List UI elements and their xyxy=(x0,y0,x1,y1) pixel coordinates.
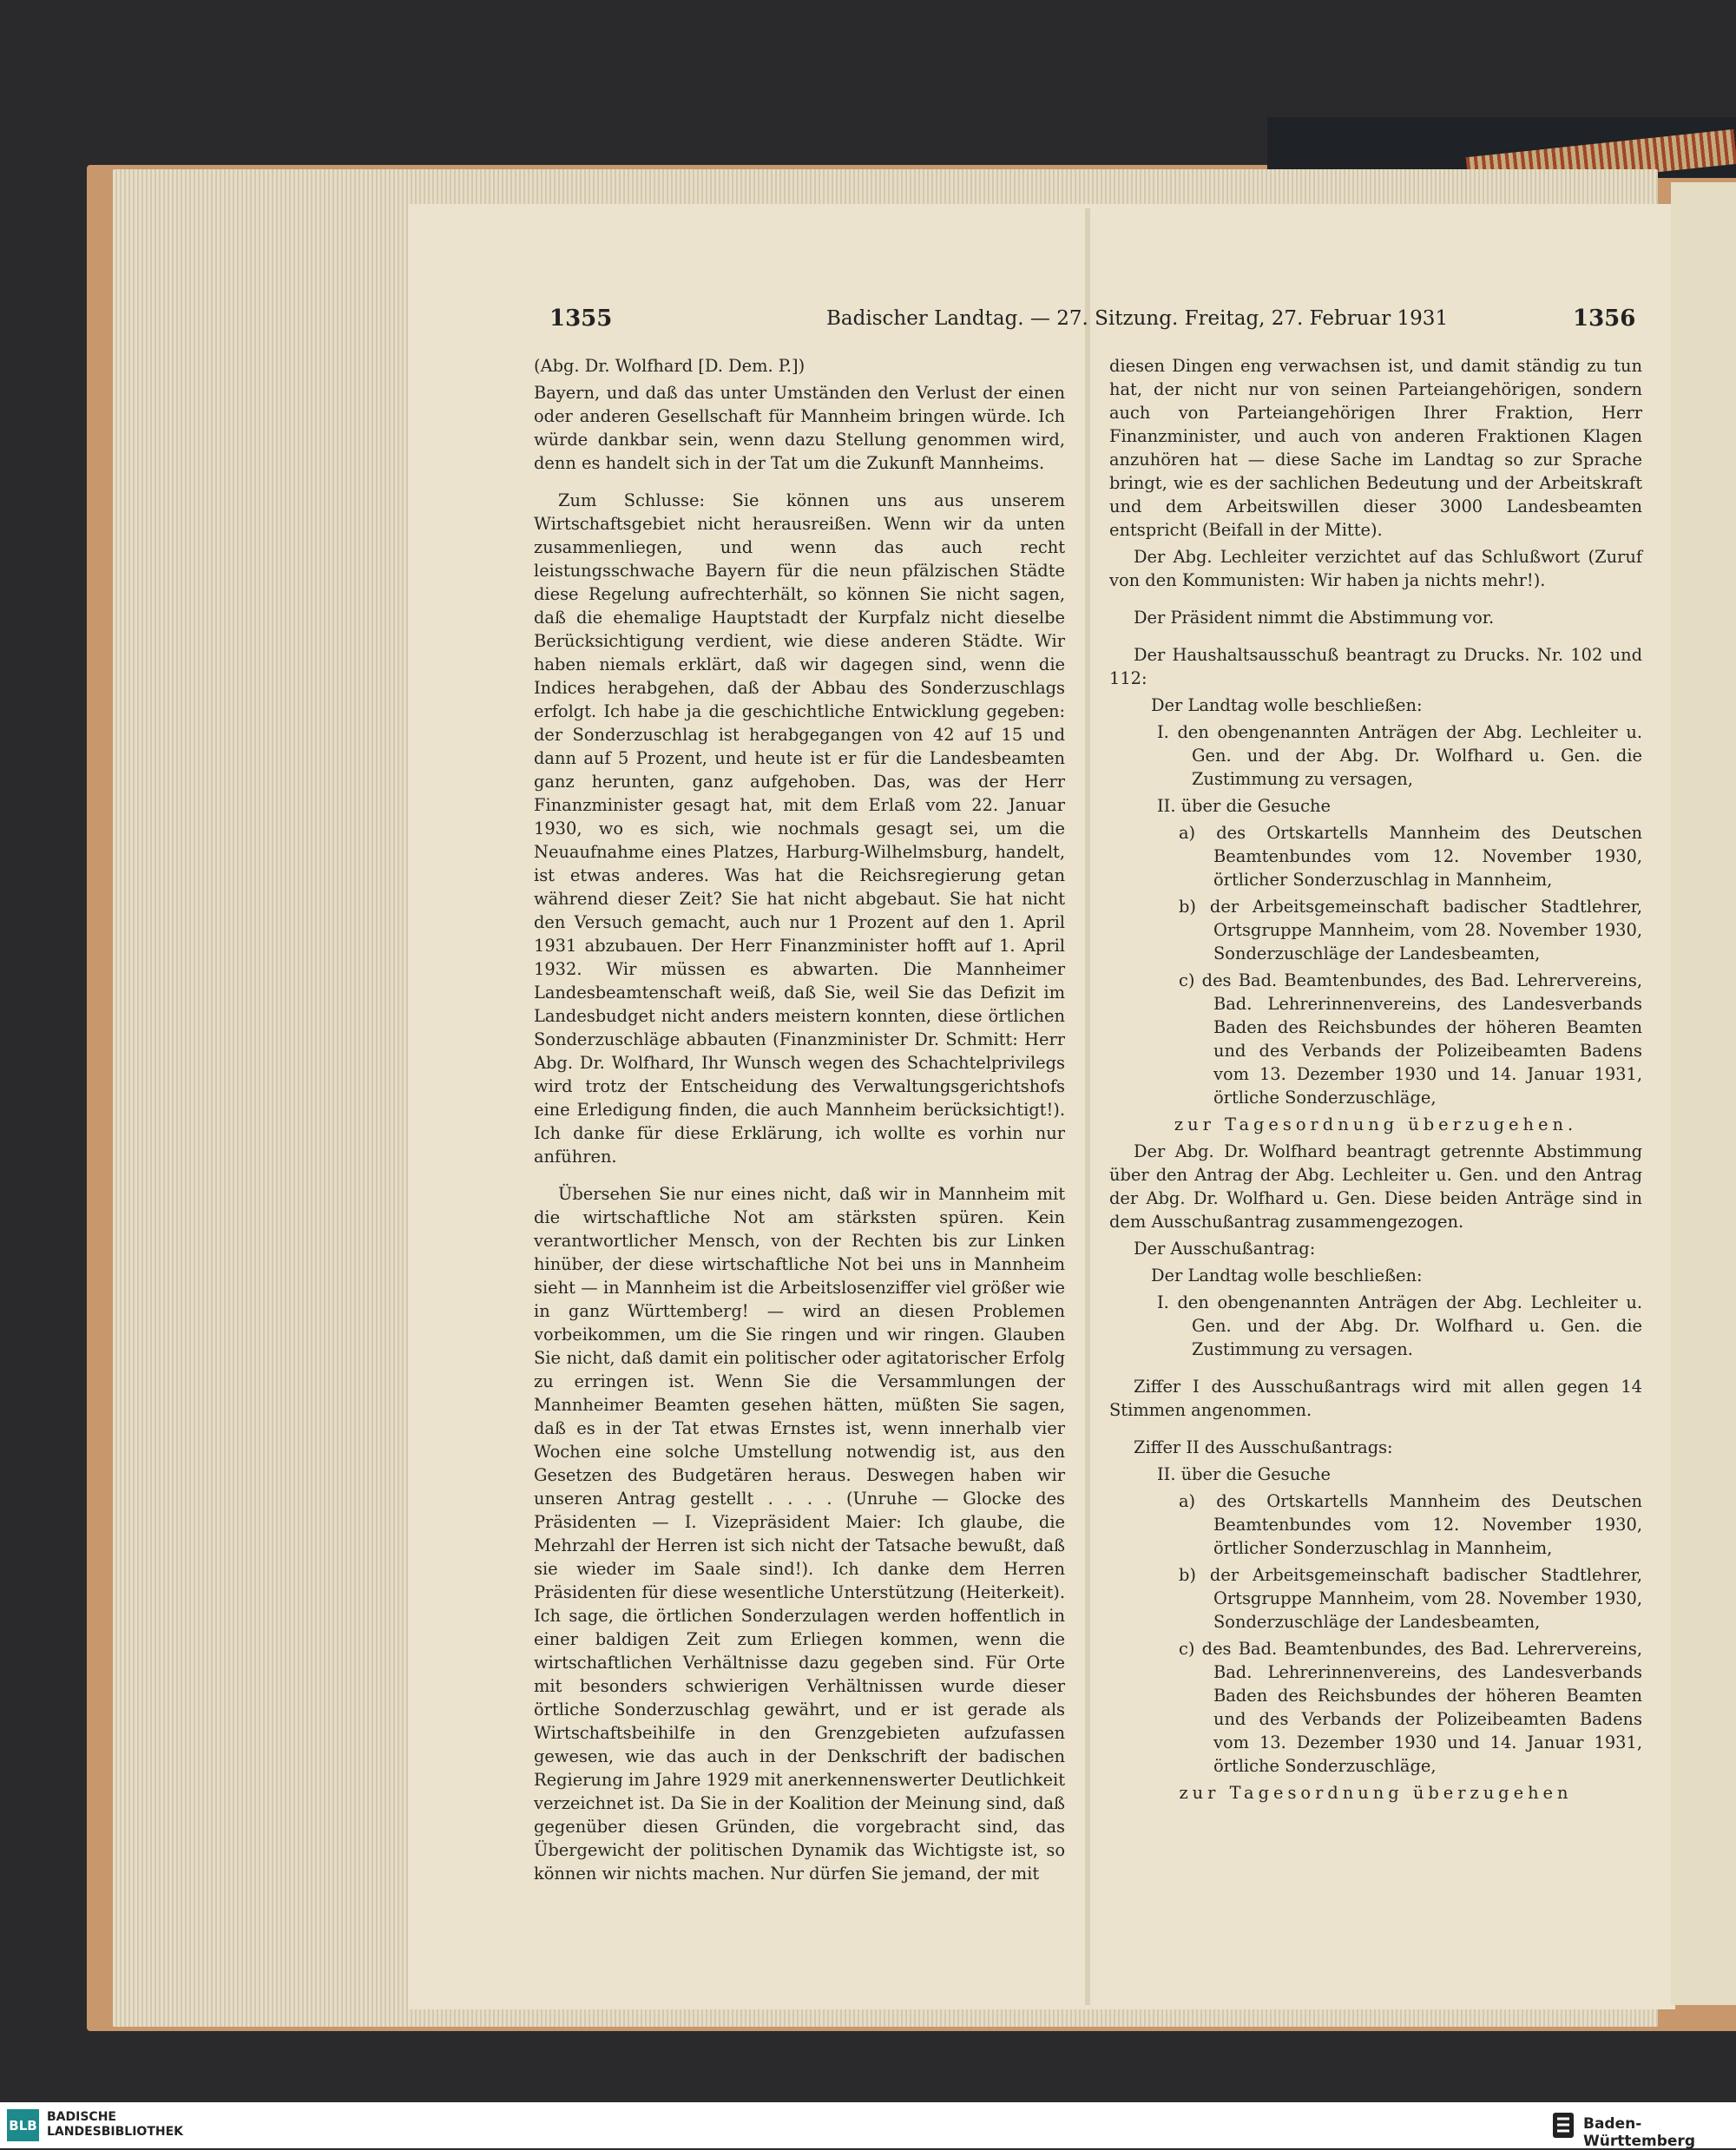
motion-item: I. den obengenannten Anträgen der Abg. Lechleiter u. Gen. und der Abg. Dr. Wolfhard u. Gen. die Zustimmung zu versagen. xyxy=(1157,1292,1642,1359)
right-page-number: 1356 xyxy=(1573,306,1636,332)
viewer-footer xyxy=(0,2102,1736,2148)
right-page-edge xyxy=(1671,182,1736,2005)
state-coat-of-arms-icon xyxy=(1550,2111,1576,2140)
right-text-column xyxy=(1109,354,1642,1808)
motion-conclusion: zur Tagesordnung überzugehen. xyxy=(1174,1114,1578,1134)
paragraph: Der Haushaltsausschuß beantragt zu Drucks. Nr. 102 und 112: xyxy=(1109,645,1642,688)
paragraph: Der Abg. Lechleiter verzichtet auf das Schlußwort (Zuruf von den Kommunisten: Wir haben ja nichts mehr!). xyxy=(1109,547,1642,590)
motion-subitem: a) des Ortskartells Mannheim des Deutschen Beamtenbundes vom 12. November 1930, örtlicher Sonderzuschlag in Mannheim, xyxy=(1179,1491,1642,1558)
paragraph: Ziffer I des Ausschußantrags wird mit allen gegen 14 Stimmen angenommen. xyxy=(1109,1377,1642,1420)
motion-subitem: b) der Arbeitsgemeinschaft badischer Stadtlehrer, Ortsgruppe Mannheim, vom 28. November 1930, Sonderzuschläge der Landesbeamten, xyxy=(1179,897,1642,963)
paragraph: Übersehen Sie nur eines nicht, daß wir in Mannheim mit die wirtschaftliche Not am stärksten spüren. Kein verantwortlicher Mensch, von der Rechten bis zur Linken hinüber, der diese wirtschaftliche Not bei uns in Mannheim sieht — in Mannheim ist die Arbeitslosenziffer viel größer wie in ganz Württemberg! — wird an diesen Problemen vorbeikommen, um die Sie ringen und wir ringen. Glauben Sie nicht, daß damit ein politischer oder agitatorischer Erfolg zu erringen ist. Wenn Sie die Versammlungen der Mannheimer Beamten gesehen hätten, müßten Sie sagen, daß es in der Tat etwas Ernstes ist, wenn innerhalb vier Wochen eine solche Umstellung notwendig ist, aus den Gesetzen des Budgetären heraus. Deswegen haben wir unseren Antrag gestellt . . . . (Unruhe — Glocke des Präsidenten — I. Vizepräsident Maier: Ich glaube, die Mehrzahl der Herren ist sich nicht der Tatsache bewußt, daß sie wieder im Saale sind!). Ich danke dem Herren Präsidenten für diese wesentliche Unterstützung (Heiterkeit). Ich sage, die örtlichen Sonderzulagen werden hoffentlich in einer baldigen Zeit zum Erliegen kommen, wenn die wirtschaftlichen Verhältnisse dazu gegeben sind. Für Orte mit besonders schwierigen Verhältnissen wurde dieser örtliche Sonderzuschlag gewährt, und er ist gerade als Wirtschaftsbeihilfe in den Grenzgebieten aufzufassen gewesen, wie das auch in der Denkschrift der badischen Regierung im Jahre 1929 mit anerkennenswerter Deutlichkeit verzeichnet ist. Da Sie in der Koalition der Meinung sind, daß gegenüber diesen Gründen, die vorgebracht sind, das Übergewicht der politischen Dynamik das Wichtigste ist, so können wir nichts machen. Nur dürfen Sie jemand, der mit xyxy=(534,1184,1065,1884)
paragraph: Der Abg. Dr. Wolfhard beantragt getrennte Abstimmung über den Antrag der Abg. Lechleiter u. Gen. und den Antrag der Abg. Dr. Wolfhard u. Gen. Diese beiden Anträge sind in dem Ausschußantrag zusammengezogen. xyxy=(1109,1141,1642,1232)
paragraph: diesen Dingen eng verwachsen ist, und damit ständig zu tun hat, der nicht nur von seinen Parteiangehörigen, sondern auch von Parteiangehörigen Ihrer Fraktion, Herr Finanzminister, und auch von anderen Fraktionen Klagen anzuhören hat — diese Sache im Landtag so zur Sprache bringt, wie es der sachlichen Bedeutung und der Arbeitskraft und dem Arbeitswillen dieser 3000 Landesbeamten entspricht (Beifall in der Mitte). xyxy=(1109,356,1642,540)
motion-subitem: c) des Bad. Beamtenbundes, des Bad. Lehrervereins, Bad. Lehrerinnenvereins, des Landesverbands Baden des Reichsbundes der höheren Beamten und des Verbands der Polizeibeamten Badens vom 13. Dezember 1930 und 14. Januar 1931, örtliche Sonderzuschläge, xyxy=(1179,1639,1642,1776)
library-name-line1: BADISCHE xyxy=(47,2110,116,2124)
paragraph: Zum Schlusse: Sie können uns aus unserem Wirtschaftsgebiet nicht herausreißen. Wenn wir da unten zusammenliegen, und wenn das auch recht leistungsschwache Bayern für die neun pfälzischen Städte diese Regelung aufrechterhält, so können Sie nicht sagen, daß die ehemalige Hauptstadt der Kurpfalz nicht dieselbe Berücksichtigung verdient, wie diese anderen Städte. Wir haben niemals erklärt, daß wir dagegen sind, wenn die Indices herabgehen, daß der Abbau des Sonderzuschlags erfolgt. Ich habe ja die geschichtliche Entwicklung gegeben: der Sonderzuschlag ist herabgegangen von 42 auf 15 und dann auf 5 Prozent, und heute ist er für die Landesbeamten ganz herunten, ganz aufgehoben. Das, was der Herr Finanzminister gesagt hat, mit dem Erlaß vom 22. Januar 1930, wo es sich, wie nochmals gesagt sei, um die Neuaufnahme eines Platzes, Harburg-Wilhelmsburg, handelt, ist etwas anderes. Was hat die Reichsregierung getan während dieser Zeit? Sie hat nicht abgebaut. Sie hat nicht den Versuch gemacht, auch nur 1 Prozent auf den 1. April 1931 abzubauen. Der Herr Finanzminister hofft auf 1. April 1932. Wir müssen es abwarten. Die Mannheimer Landesbeamtenschaft weiß, daß Sie, weil Sie das Defizit im Landesbudget nicht anders meistern konnten, diese örtlichen Sonderzuschläge abbauten (Finanzminister Dr. Schmitt: Herr Abg. Dr. Wolfhard, Ihr Wunsch wegen des Schachtelprivilegs wird trotz der Entscheidung des Verwaltungsgerichtshofs eine Erledigung finden, die auch Mannheim berücksichtigt!). Ich danke für diese Erklärung, ich wollte es vorhin nur anführen. xyxy=(534,490,1065,1167)
motion-conclusion: zur Tagesordnung überzugehen xyxy=(1179,1783,1573,1803)
library-name-line2: LANDESBIBLIOTHEK xyxy=(47,2125,184,2139)
paragraph: Ziffer II des Ausschußantrags: xyxy=(1134,1437,1393,1457)
left-text-column xyxy=(534,354,1065,1889)
motion-subitem: b) der Arbeitsgemeinschaft badischer Stadtlehrer, Ortsgruppe Mannheim, vom 28. November 1930, Sonderzuschläge der Landesbeamten, xyxy=(1179,1565,1642,1632)
motion-subitem: a) des Ortskartells Mannheim des Deutschen Beamtenbundes vom 12. November 1930, örtlicher Sonderzuschlag in Mannheim, xyxy=(1179,823,1642,890)
state-name[interactable]: Baden-Württemberg xyxy=(1583,2115,1695,2150)
running-head: Badischer Landtag. — 27. Sitzung. Freitag, 27. Februar 1931 xyxy=(826,307,1449,330)
column-divider xyxy=(1085,208,1090,2005)
motion-item: II. über die Gesuche xyxy=(1157,796,1331,816)
library-name[interactable] xyxy=(47,2110,183,2140)
motion-intro: Der Landtag wolle beschließen: xyxy=(1151,695,1423,715)
blb-logo[interactable]: BLB xyxy=(7,2109,39,2141)
paragraph: Der Präsident nimmt die Abstimmung vor. xyxy=(1134,608,1495,628)
paragraph: Bayern, und daß das unter Umständen den Verlust der einen oder anderen Gesellschaft für Mannheim bringen würde. Ich würde dankbar sein, wenn dazu Stellung genommen wird, denn es handelt sich in der Tat um die Zukunft Mannheims. xyxy=(534,383,1065,473)
paragraph: Der Ausschußantrag: xyxy=(1134,1239,1316,1259)
motion-item: I. den obengenannten Anträgen der Abg. Lechleiter u. Gen. und der Abg. Dr. Wolfhard u. Gen. die Zustimmung zu versagen, xyxy=(1157,722,1642,789)
motion-subitem: c) des Bad. Beamtenbundes, des Bad. Lehrervereins, Bad. Lehrerinnenvereins, des Landesverbands Baden des Reichsbundes der höheren Beamten und des Verbands der Polizeibeamten Badens vom 13. Dezember 1930 und 14. Januar 1931, örtliche Sonderzuschläge, xyxy=(1179,970,1642,1108)
motion-intro: Der Landtag wolle beschließen: xyxy=(1151,1266,1423,1285)
speaker-line: (Abg. Dr. Wolfhard [D. Dem. P.]) xyxy=(534,356,806,376)
motion-item: II. über die Gesuche xyxy=(1157,1464,1331,1484)
left-page-number: 1355 xyxy=(549,306,613,332)
